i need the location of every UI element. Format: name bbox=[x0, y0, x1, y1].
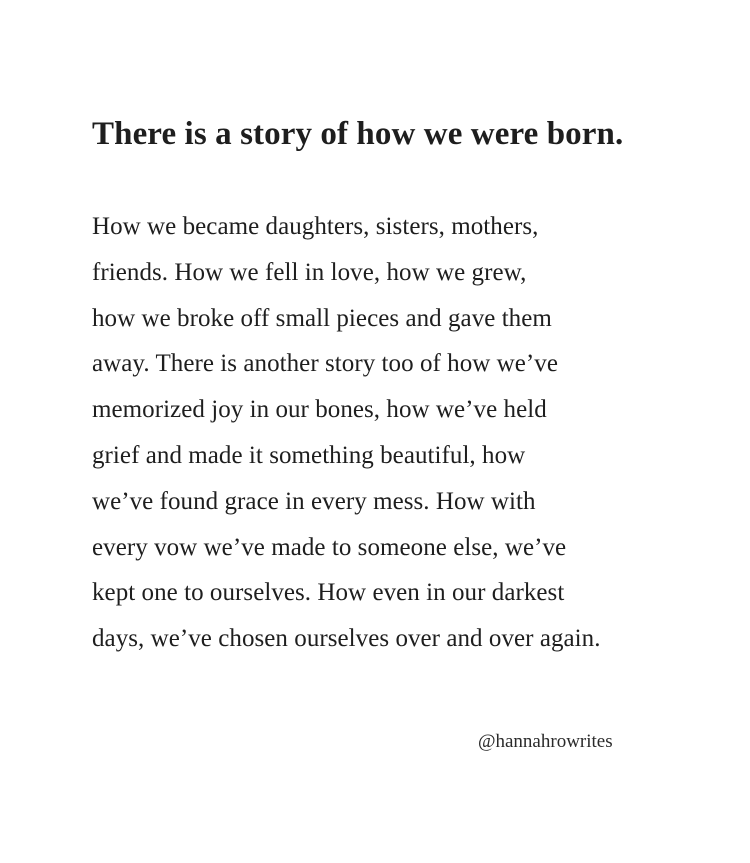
poem-line: friends. How we fell in love, how we grew, bbox=[92, 258, 527, 286]
poem-line: How we became daughters, sisters, mothers, bbox=[92, 213, 539, 240]
poem-line: kept one to ourselves. How even in our darkest bbox=[92, 579, 565, 607]
poem-line: every vow we’ve made to someone else, we’ve bbox=[92, 533, 567, 561]
poem-line: we’ve found grace in every mess. How with bbox=[92, 487, 536, 515]
poem-line: memorized joy in our bones, how we’ve held bbox=[92, 396, 547, 424]
poem-title: There is a story of how we were born. bbox=[92, 116, 624, 152]
poem-body bbox=[92, 204, 601, 662]
poem-line: days, we’ve chosen ourselves over and over again. bbox=[92, 625, 601, 653]
poem-line: grief and made it something beautiful, how bbox=[92, 441, 526, 469]
poem-line: away. There is another story too of how we’ve bbox=[92, 350, 558, 378]
author-handle: @hannahrowrites bbox=[478, 731, 613, 752]
poem-line: how we broke off small pieces and gave them bbox=[92, 304, 552, 332]
